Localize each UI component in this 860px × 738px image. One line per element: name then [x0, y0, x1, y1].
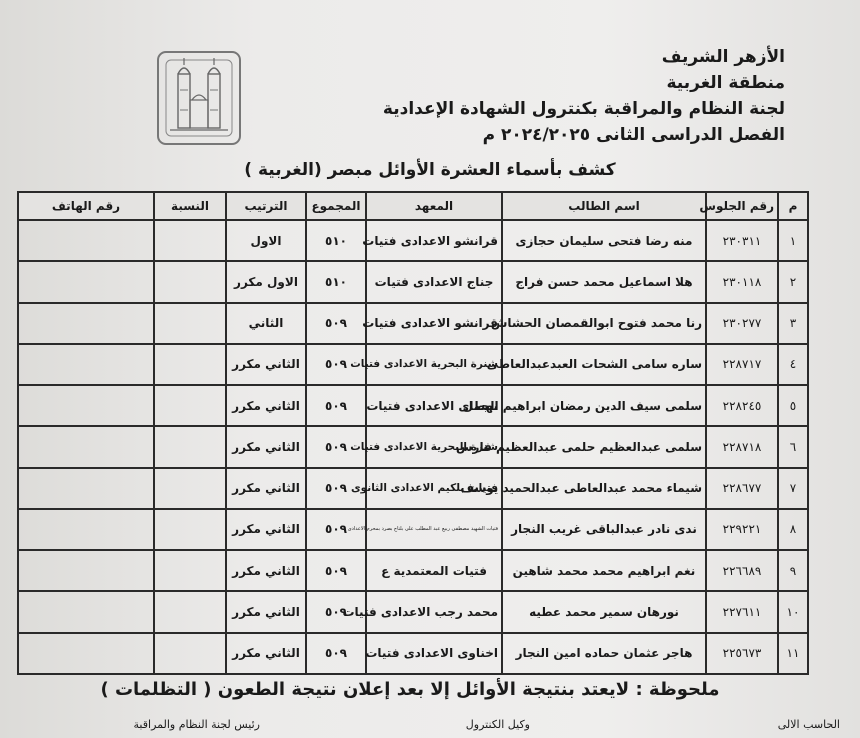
- cell-total: ٥٠٩: [306, 550, 366, 591]
- cell-seat: ٢٢٧٦١١: [706, 591, 778, 632]
- cell-no: ٧: [778, 468, 808, 509]
- cell-total: ٥١٠: [306, 261, 366, 302]
- cell-phone: [18, 303, 154, 344]
- cell-percent: [154, 633, 226, 674]
- cell-percent: [154, 344, 226, 385]
- cell-phone: [18, 261, 154, 302]
- cell-no: ٤: [778, 344, 808, 385]
- cell-rank: الثاني: [226, 303, 306, 344]
- header-seat: رقم الجلوس: [706, 192, 778, 220]
- cell-no: ٨: [778, 509, 808, 550]
- cell-phone: [18, 550, 154, 591]
- cell-rank: الثاني مكرر: [226, 591, 306, 632]
- signature-computer: الحاسب الالى: [777, 718, 840, 731]
- cell-rank: الاول: [226, 220, 306, 261]
- cell-rank: الثاني مكرر: [226, 633, 306, 674]
- cell-name: ساره سامى الشحات العبدعبدالعاطى: [502, 344, 706, 385]
- cell-institute: شنرة البحرية الاعدادى فتيات: [366, 344, 502, 385]
- header-total: المجموع: [306, 192, 366, 220]
- cell-name: هاجر عثمان حماده امين النجار: [502, 633, 706, 674]
- cell-percent: [154, 385, 226, 426]
- cell-phone: [18, 344, 154, 385]
- header-name: اسم الطالب: [502, 192, 706, 220]
- cell-no: ٢: [778, 261, 808, 302]
- cell-name: رنا محمد فتوح ابوالقمصان الحشاش: [502, 303, 706, 344]
- cell-rank: الثاني مكرر: [226, 426, 306, 467]
- cell-institute: محمد رجب الاعدادى فتيات: [366, 591, 502, 632]
- cell-percent: [154, 220, 226, 261]
- header-institute: المعهد: [366, 192, 502, 220]
- cell-total: ٥١٠: [306, 220, 366, 261]
- cell-rank: الثاني مكرر: [226, 385, 306, 426]
- cell-institute: جناج الاعدادى فتيات: [366, 261, 502, 302]
- cell-total: ٥٠٩: [306, 591, 366, 632]
- cell-total: ٥٠٩: [306, 344, 366, 385]
- header-line-4: الفصل الدراسى الثانى ٢٠٢٤/٢٠٢٥ م: [482, 125, 785, 145]
- cell-seat: ٢٣٠٣١١: [706, 220, 778, 261]
- cell-phone: [18, 509, 154, 550]
- table-row: [18, 303, 808, 344]
- table-row: [18, 509, 808, 550]
- cell-total: ٥٠٩: [306, 426, 366, 467]
- cell-phone: [18, 385, 154, 426]
- table-row: [18, 633, 808, 674]
- cell-name: سلمى سيف الدين رمضان ابراهيم الجمل: [502, 385, 706, 426]
- cell-percent: [154, 261, 226, 302]
- cell-institute: قرانشو الاعدادى فتيات: [366, 220, 502, 261]
- cell-phone: [18, 633, 154, 674]
- cell-rank: الثاني مكرر: [226, 468, 306, 509]
- cell-percent: [154, 303, 226, 344]
- cell-total: ٥٠٩: [306, 385, 366, 426]
- cell-phone: [18, 591, 154, 632]
- table-row: [18, 220, 808, 261]
- results-table: [17, 191, 809, 675]
- table-row: [18, 550, 808, 591]
- cell-seat: ٢٢٨٧١٨: [706, 426, 778, 467]
- cell-name: شيماء محمد عبدالعاطى عبدالحميد يوسف: [502, 468, 706, 509]
- cell-phone: [18, 468, 154, 509]
- cell-total: ٥٠٩: [306, 303, 366, 344]
- cell-seat: ٢٣٠٢٧٧: [706, 303, 778, 344]
- cell-no: ٥: [778, 385, 808, 426]
- table-row: [18, 426, 808, 467]
- cell-phone: [18, 220, 154, 261]
- cell-rank: الاول مكرر: [226, 261, 306, 302]
- cell-name: منه رضا فتحى سليمان حجازى: [502, 220, 706, 261]
- cell-percent: [154, 509, 226, 550]
- cell-percent: [154, 468, 226, 509]
- document-header: [365, 44, 785, 148]
- cell-seat: ٢٣٠١١٨: [706, 261, 778, 302]
- cell-no: ٦: [778, 426, 808, 467]
- header-percent: النسبة: [154, 192, 226, 220]
- cell-institute: فتيات الشهيد مصطفى ربيع عبد المطلب على بلتاج بصرد بمحرم الاعدادى: [366, 509, 502, 550]
- cell-seat: ٢٢٩٢٢١: [706, 509, 778, 550]
- header-phone: رقم الهاتف: [18, 192, 154, 220]
- cell-seat: ٢٢٨٦٧٧: [706, 468, 778, 509]
- cell-rank: الثاني مكرر: [226, 550, 306, 591]
- cell-total: ٥٠٩: [306, 633, 366, 674]
- cell-institute: فتيات المعتمدية ع: [366, 550, 502, 591]
- cell-institute: قرانشو الاعدادى فتيات: [366, 303, 502, 344]
- cell-rank: الثاني مكرر: [226, 509, 306, 550]
- document-title: كشف بأسماء العشرة الأوائل مبصر (الغربية ): [244, 160, 616, 180]
- cell-total: ٥٠٩: [306, 468, 366, 509]
- cell-total: ٥٠٩: [306, 509, 366, 550]
- table-row: [18, 385, 808, 426]
- cell-name: سلمى عبدالعظيم حلمى عبدالعظيم فارس: [502, 426, 706, 467]
- table-header-row: [18, 192, 808, 220]
- table-row: [18, 591, 808, 632]
- cell-seat: ٢٢٨٧١٧: [706, 344, 778, 385]
- cell-percent: [154, 426, 226, 467]
- al-azhar-logo: [156, 50, 242, 146]
- cell-name: نغم ابراهيم محمد محمد شاهين: [502, 550, 706, 591]
- cell-institute: شنرة البحرية الاعدادى فتيات: [366, 426, 502, 467]
- cell-institute: فتيات بلكيم الاعدادى الثانوى: [366, 468, 502, 509]
- cell-seat: ٢٢٦٦٨٩: [706, 550, 778, 591]
- cell-no: ٣: [778, 303, 808, 344]
- table-row: [18, 344, 808, 385]
- table-row: [18, 468, 808, 509]
- header-line-2: منطقة الغربية: [666, 73, 785, 93]
- footnote: ملحوظة : لايعتد بنتيجة الأوائل إلا بعد إعلان نتيجة الطعون ( التظلمات ): [100, 679, 720, 700]
- cell-no: ١٠: [778, 591, 808, 632]
- cell-no: ١: [778, 220, 808, 261]
- header-no: م: [778, 192, 808, 220]
- cell-name: نورهان سمير محمد عطيه: [502, 591, 706, 632]
- cell-phone: [18, 426, 154, 467]
- cell-institute: اخناوى الاعدادى فتيات: [366, 633, 502, 674]
- cell-no: ١١: [778, 633, 808, 674]
- cell-seat: ٢٢٥٦٧٣: [706, 633, 778, 674]
- header-line-1: الأزهر الشريف: [661, 47, 785, 67]
- signature-control-deputy: وكيل الكنترول: [465, 718, 530, 731]
- signature-committee-head: رئيس لجنة النظام والمراقبة: [133, 718, 260, 731]
- cell-institute: نهطاى الاعدادى فتيات: [366, 385, 502, 426]
- cell-seat: ٢٢٨٢٤٥: [706, 385, 778, 426]
- cell-name: هلا اسماعيل محمد حسن فراج: [502, 261, 706, 302]
- cell-percent: [154, 591, 226, 632]
- header-rank: الترتيب: [226, 192, 306, 220]
- header-line-3: لجنة النظام والمراقبة بكنترول الشهادة الإعدادية: [382, 99, 785, 119]
- cell-percent: [154, 550, 226, 591]
- cell-no: ٩: [778, 550, 808, 591]
- cell-name: ندى نادر عبدالباقى غريب النجار: [502, 509, 706, 550]
- table-row: [18, 261, 808, 302]
- cell-rank: الثاني مكرر: [226, 344, 306, 385]
